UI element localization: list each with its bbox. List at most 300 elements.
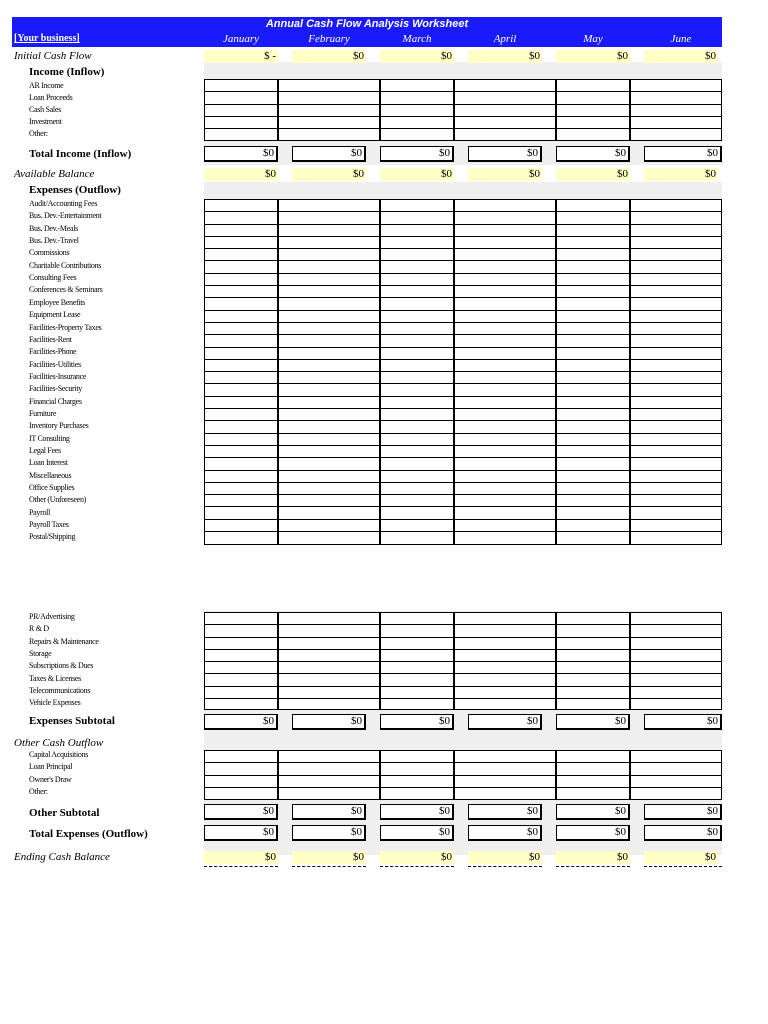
input-cell[interactable] xyxy=(455,409,555,421)
input-cell[interactable] xyxy=(279,92,379,104)
input-cell[interactable] xyxy=(381,348,453,360)
input-cell[interactable] xyxy=(455,763,555,775)
input-cell[interactable] xyxy=(557,212,629,224)
input-cell[interactable] xyxy=(631,372,721,384)
input-cell[interactable] xyxy=(455,261,555,273)
input-cell[interactable] xyxy=(205,751,277,763)
input-cell[interactable] xyxy=(205,117,277,129)
input-cell[interactable] xyxy=(279,446,379,458)
input-cell[interactable] xyxy=(631,129,721,141)
input-cell[interactable] xyxy=(205,638,277,650)
initial-value[interactable]: $0 xyxy=(468,50,542,63)
input-cell[interactable] xyxy=(205,763,277,775)
input-cell[interactable] xyxy=(557,446,629,458)
input-cell[interactable] xyxy=(381,249,453,261)
input-cell[interactable] xyxy=(455,335,555,347)
input-cell[interactable] xyxy=(631,348,721,360)
input-cell[interactable] xyxy=(557,625,629,637)
input-cell[interactable] xyxy=(381,311,453,323)
input-cell[interactable] xyxy=(205,662,277,674)
input-cell[interactable] xyxy=(557,520,629,532)
input-cell[interactable] xyxy=(557,237,629,249)
input-cell[interactable] xyxy=(455,384,555,396)
input-cell[interactable] xyxy=(631,520,721,532)
input-cell[interactable] xyxy=(455,311,555,323)
input-cell[interactable] xyxy=(631,458,721,470)
input-cell[interactable] xyxy=(631,471,721,483)
input-cell[interactable] xyxy=(557,286,629,298)
input-cell[interactable] xyxy=(381,323,453,335)
other-grid[interactable] xyxy=(380,750,454,800)
input-cell[interactable] xyxy=(205,372,277,384)
expenses-grid-1[interactable] xyxy=(454,199,556,545)
expenses-grid-1[interactable] xyxy=(556,199,630,545)
input-cell[interactable] xyxy=(631,409,721,421)
input-cell[interactable] xyxy=(557,92,629,104)
input-cell[interactable] xyxy=(557,397,629,409)
input-cell[interactable] xyxy=(557,638,629,650)
input-cell[interactable] xyxy=(279,483,379,495)
input-cell[interactable] xyxy=(381,117,453,129)
input-cell[interactable] xyxy=(279,650,379,662)
input-cell[interactable] xyxy=(279,286,379,298)
input-cell[interactable] xyxy=(205,495,277,507)
input-cell[interactable] xyxy=(279,458,379,470)
input-cell[interactable] xyxy=(279,225,379,237)
input-cell[interactable] xyxy=(557,662,629,674)
input-cell[interactable] xyxy=(557,360,629,372)
input-cell[interactable] xyxy=(205,249,277,261)
input-cell[interactable] xyxy=(631,788,721,800)
input-cell[interactable] xyxy=(631,613,721,625)
input-cell[interactable] xyxy=(205,446,277,458)
input-cell[interactable] xyxy=(455,434,555,446)
input-cell[interactable] xyxy=(381,200,453,212)
input-cell[interactable] xyxy=(631,274,721,286)
input-cell[interactable] xyxy=(205,674,277,686)
input-cell[interactable] xyxy=(279,625,379,637)
input-cell[interactable] xyxy=(631,249,721,261)
initial-value[interactable]: $ - xyxy=(204,50,278,63)
input-cell[interactable] xyxy=(631,298,721,310)
input-cell[interactable] xyxy=(205,298,277,310)
input-cell[interactable] xyxy=(381,360,453,372)
input-cell[interactable] xyxy=(205,483,277,495)
input-cell[interactable] xyxy=(279,274,379,286)
input-cell[interactable] xyxy=(205,650,277,662)
expenses-grid-2[interactable] xyxy=(556,612,630,710)
input-cell[interactable] xyxy=(279,384,379,396)
input-cell[interactable] xyxy=(455,323,555,335)
expenses-grid-2[interactable] xyxy=(454,612,556,710)
input-cell[interactable] xyxy=(381,261,453,273)
input-cell[interactable] xyxy=(631,311,721,323)
input-cell[interactable] xyxy=(455,92,555,104)
input-cell[interactable] xyxy=(279,699,379,711)
income-grid[interactable] xyxy=(556,79,630,141)
input-cell[interactable] xyxy=(381,397,453,409)
input-cell[interactable] xyxy=(381,776,453,788)
input-cell[interactable] xyxy=(455,471,555,483)
input-cell[interactable] xyxy=(455,421,555,433)
expenses-grid-2[interactable] xyxy=(630,612,722,710)
input-cell[interactable] xyxy=(381,92,453,104)
income-grid[interactable] xyxy=(278,79,380,141)
expenses-grid-1[interactable] xyxy=(630,199,722,545)
input-cell[interactable] xyxy=(455,751,555,763)
input-cell[interactable] xyxy=(557,532,629,544)
input-cell[interactable] xyxy=(279,532,379,544)
input-cell[interactable] xyxy=(205,360,277,372)
input-cell[interactable] xyxy=(205,335,277,347)
input-cell[interactable] xyxy=(557,348,629,360)
input-cell[interactable] xyxy=(279,212,379,224)
input-cell[interactable] xyxy=(557,751,629,763)
input-cell[interactable] xyxy=(631,212,721,224)
input-cell[interactable] xyxy=(279,638,379,650)
input-cell[interactable] xyxy=(631,92,721,104)
input-cell[interactable] xyxy=(279,409,379,421)
input-cell[interactable] xyxy=(631,650,721,662)
input-cell[interactable] xyxy=(455,483,555,495)
input-cell[interactable] xyxy=(557,105,629,117)
input-cell[interactable] xyxy=(557,458,629,470)
input-cell[interactable] xyxy=(631,483,721,495)
input-cell[interactable] xyxy=(205,261,277,273)
input-cell[interactable] xyxy=(279,311,379,323)
initial-value[interactable]: $0 xyxy=(380,50,454,63)
input-cell[interactable] xyxy=(631,625,721,637)
input-cell[interactable] xyxy=(557,298,629,310)
input-cell[interactable] xyxy=(381,372,453,384)
input-cell[interactable] xyxy=(279,788,379,800)
input-cell[interactable] xyxy=(455,638,555,650)
input-cell[interactable] xyxy=(455,200,555,212)
input-cell[interactable] xyxy=(557,311,629,323)
input-cell[interactable] xyxy=(381,751,453,763)
input-cell[interactable] xyxy=(205,105,277,117)
input-cell[interactable] xyxy=(631,286,721,298)
input-cell[interactable] xyxy=(557,372,629,384)
input-cell[interactable] xyxy=(631,237,721,249)
input-cell[interactable] xyxy=(631,434,721,446)
input-cell[interactable] xyxy=(381,274,453,286)
input-cell[interactable] xyxy=(455,662,555,674)
input-cell[interactable] xyxy=(631,751,721,763)
input-cell[interactable] xyxy=(455,650,555,662)
input-cell[interactable] xyxy=(455,348,555,360)
input-cell[interactable] xyxy=(455,298,555,310)
input-cell[interactable] xyxy=(557,200,629,212)
input-cell[interactable] xyxy=(557,335,629,347)
input-cell[interactable] xyxy=(631,638,721,650)
input-cell[interactable] xyxy=(279,298,379,310)
input-cell[interactable] xyxy=(455,249,555,261)
input-cell[interactable] xyxy=(455,117,555,129)
input-cell[interactable] xyxy=(205,520,277,532)
input-cell[interactable] xyxy=(279,687,379,699)
input-cell[interactable] xyxy=(455,507,555,519)
input-cell[interactable] xyxy=(631,397,721,409)
input-cell[interactable] xyxy=(381,507,453,519)
input-cell[interactable] xyxy=(205,421,277,433)
expenses-grid-2[interactable] xyxy=(380,612,454,710)
input-cell[interactable] xyxy=(381,434,453,446)
input-cell[interactable] xyxy=(557,471,629,483)
input-cell[interactable] xyxy=(455,613,555,625)
input-cell[interactable] xyxy=(455,274,555,286)
input-cell[interactable] xyxy=(631,662,721,674)
input-cell[interactable] xyxy=(455,532,555,544)
input-cell[interactable] xyxy=(279,323,379,335)
input-cell[interactable] xyxy=(557,409,629,421)
input-cell[interactable] xyxy=(205,471,277,483)
input-cell[interactable] xyxy=(205,92,277,104)
input-cell[interactable] xyxy=(631,495,721,507)
input-cell[interactable] xyxy=(381,225,453,237)
input-cell[interactable] xyxy=(631,384,721,396)
input-cell[interactable] xyxy=(381,662,453,674)
input-cell[interactable] xyxy=(381,625,453,637)
input-cell[interactable] xyxy=(455,80,555,92)
input-cell[interactable] xyxy=(557,225,629,237)
input-cell[interactable] xyxy=(205,225,277,237)
input-cell[interactable] xyxy=(557,613,629,625)
input-cell[interactable] xyxy=(279,237,379,249)
input-cell[interactable] xyxy=(455,446,555,458)
input-cell[interactable] xyxy=(455,397,555,409)
input-cell[interactable] xyxy=(631,687,721,699)
input-cell[interactable] xyxy=(557,763,629,775)
input-cell[interactable] xyxy=(205,129,277,141)
input-cell[interactable] xyxy=(205,348,277,360)
input-cell[interactable] xyxy=(381,699,453,711)
input-cell[interactable] xyxy=(205,458,277,470)
input-cell[interactable] xyxy=(279,129,379,141)
input-cell[interactable] xyxy=(381,129,453,141)
expenses-grid-2[interactable] xyxy=(204,612,278,710)
input-cell[interactable] xyxy=(631,446,721,458)
input-cell[interactable] xyxy=(557,384,629,396)
input-cell[interactable] xyxy=(557,776,629,788)
input-cell[interactable] xyxy=(455,129,555,141)
input-cell[interactable] xyxy=(205,788,277,800)
input-cell[interactable] xyxy=(381,674,453,686)
input-cell[interactable] xyxy=(205,507,277,519)
input-cell[interactable] xyxy=(279,763,379,775)
input-cell[interactable] xyxy=(455,520,555,532)
input-cell[interactable] xyxy=(381,520,453,532)
input-cell[interactable] xyxy=(205,397,277,409)
input-cell[interactable] xyxy=(455,625,555,637)
input-cell[interactable] xyxy=(279,105,379,117)
other-grid[interactable] xyxy=(454,750,556,800)
input-cell[interactable] xyxy=(381,763,453,775)
input-cell[interactable] xyxy=(279,434,379,446)
input-cell[interactable] xyxy=(381,237,453,249)
input-cell[interactable] xyxy=(631,507,721,519)
input-cell[interactable] xyxy=(455,788,555,800)
input-cell[interactable] xyxy=(279,372,379,384)
input-cell[interactable] xyxy=(631,674,721,686)
input-cell[interactable] xyxy=(557,495,629,507)
input-cell[interactable] xyxy=(279,751,379,763)
income-grid[interactable] xyxy=(204,79,278,141)
input-cell[interactable] xyxy=(557,699,629,711)
input-cell[interactable] xyxy=(557,788,629,800)
input-cell[interactable] xyxy=(205,323,277,335)
input-cell[interactable] xyxy=(279,421,379,433)
input-cell[interactable] xyxy=(279,471,379,483)
input-cell[interactable] xyxy=(557,434,629,446)
input-cell[interactable] xyxy=(631,225,721,237)
input-cell[interactable] xyxy=(279,335,379,347)
input-cell[interactable] xyxy=(557,274,629,286)
input-cell[interactable] xyxy=(279,495,379,507)
input-cell[interactable] xyxy=(205,409,277,421)
input-cell[interactable] xyxy=(205,212,277,224)
input-cell[interactable] xyxy=(205,434,277,446)
input-cell[interactable] xyxy=(455,225,555,237)
input-cell[interactable] xyxy=(631,117,721,129)
input-cell[interactable] xyxy=(557,129,629,141)
input-cell[interactable] xyxy=(279,117,379,129)
input-cell[interactable] xyxy=(455,372,555,384)
input-cell[interactable] xyxy=(279,261,379,273)
input-cell[interactable] xyxy=(631,105,721,117)
expenses-grid-1[interactable] xyxy=(204,199,278,545)
input-cell[interactable] xyxy=(279,613,379,625)
input-cell[interactable] xyxy=(455,699,555,711)
input-cell[interactable] xyxy=(455,674,555,686)
input-cell[interactable] xyxy=(205,687,277,699)
input-cell[interactable] xyxy=(205,286,277,298)
input-cell[interactable] xyxy=(279,397,379,409)
input-cell[interactable] xyxy=(631,360,721,372)
input-cell[interactable] xyxy=(381,532,453,544)
input-cell[interactable] xyxy=(279,249,379,261)
input-cell[interactable] xyxy=(455,458,555,470)
input-cell[interactable] xyxy=(631,261,721,273)
input-cell[interactable] xyxy=(455,495,555,507)
input-cell[interactable] xyxy=(205,274,277,286)
input-cell[interactable] xyxy=(381,212,453,224)
initial-value[interactable]: $0 xyxy=(644,50,718,63)
input-cell[interactable] xyxy=(631,776,721,788)
input-cell[interactable] xyxy=(557,117,629,129)
input-cell[interactable] xyxy=(557,261,629,273)
input-cell[interactable] xyxy=(381,409,453,421)
input-cell[interactable] xyxy=(557,80,629,92)
input-cell[interactable] xyxy=(455,776,555,788)
input-cell[interactable] xyxy=(631,763,721,775)
income-grid[interactable] xyxy=(454,79,556,141)
input-cell[interactable] xyxy=(557,687,629,699)
input-cell[interactable] xyxy=(279,360,379,372)
input-cell[interactable] xyxy=(631,532,721,544)
expenses-grid-1[interactable] xyxy=(380,199,454,545)
input-cell[interactable] xyxy=(381,458,453,470)
input-cell[interactable] xyxy=(279,520,379,532)
input-cell[interactable] xyxy=(455,360,555,372)
input-cell[interactable] xyxy=(381,687,453,699)
input-cell[interactable] xyxy=(279,507,379,519)
input-cell[interactable] xyxy=(205,625,277,637)
expenses-grid-1[interactable] xyxy=(278,199,380,545)
input-cell[interactable] xyxy=(557,249,629,261)
input-cell[interactable] xyxy=(631,80,721,92)
input-cell[interactable] xyxy=(381,638,453,650)
input-cell[interactable] xyxy=(205,80,277,92)
input-cell[interactable] xyxy=(381,335,453,347)
input-cell[interactable] xyxy=(455,237,555,249)
input-cell[interactable] xyxy=(205,776,277,788)
input-cell[interactable] xyxy=(631,421,721,433)
input-cell[interactable] xyxy=(205,613,277,625)
input-cell[interactable] xyxy=(557,650,629,662)
input-cell[interactable] xyxy=(381,105,453,117)
input-cell[interactable] xyxy=(557,483,629,495)
input-cell[interactable] xyxy=(381,483,453,495)
input-cell[interactable] xyxy=(381,471,453,483)
input-cell[interactable] xyxy=(455,286,555,298)
input-cell[interactable] xyxy=(205,384,277,396)
input-cell[interactable] xyxy=(205,200,277,212)
input-cell[interactable] xyxy=(205,532,277,544)
input-cell[interactable] xyxy=(631,699,721,711)
other-grid[interactable] xyxy=(204,750,278,800)
input-cell[interactable] xyxy=(279,662,379,674)
business-name[interactable]: [Your business] xyxy=(14,33,80,44)
input-cell[interactable] xyxy=(557,323,629,335)
other-grid[interactable] xyxy=(630,750,722,800)
income-grid[interactable] xyxy=(380,79,454,141)
initial-value[interactable]: $0 xyxy=(292,50,366,63)
input-cell[interactable] xyxy=(279,200,379,212)
input-cell[interactable] xyxy=(279,80,379,92)
input-cell[interactable] xyxy=(631,200,721,212)
income-grid[interactable] xyxy=(630,79,722,141)
input-cell[interactable] xyxy=(631,335,721,347)
input-cell[interactable] xyxy=(381,495,453,507)
expenses-grid-2[interactable] xyxy=(278,612,380,710)
input-cell[interactable] xyxy=(381,421,453,433)
input-cell[interactable] xyxy=(557,507,629,519)
other-grid[interactable] xyxy=(556,750,630,800)
input-cell[interactable] xyxy=(279,348,379,360)
input-cell[interactable] xyxy=(279,776,379,788)
input-cell[interactable] xyxy=(381,446,453,458)
input-cell[interactable] xyxy=(381,788,453,800)
input-cell[interactable] xyxy=(381,80,453,92)
input-cell[interactable] xyxy=(381,298,453,310)
input-cell[interactable] xyxy=(455,687,555,699)
input-cell[interactable] xyxy=(557,674,629,686)
input-cell[interactable] xyxy=(205,699,277,711)
input-cell[interactable] xyxy=(381,613,453,625)
other-grid[interactable] xyxy=(278,750,380,800)
input-cell[interactable] xyxy=(381,286,453,298)
input-cell[interactable] xyxy=(455,105,555,117)
initial-value[interactable]: $0 xyxy=(556,50,630,63)
input-cell[interactable] xyxy=(205,311,277,323)
input-cell[interactable] xyxy=(381,650,453,662)
input-cell[interactable] xyxy=(455,212,555,224)
input-cell[interactable] xyxy=(279,674,379,686)
input-cell[interactable] xyxy=(557,421,629,433)
input-cell[interactable] xyxy=(205,237,277,249)
input-cell[interactable] xyxy=(631,323,721,335)
